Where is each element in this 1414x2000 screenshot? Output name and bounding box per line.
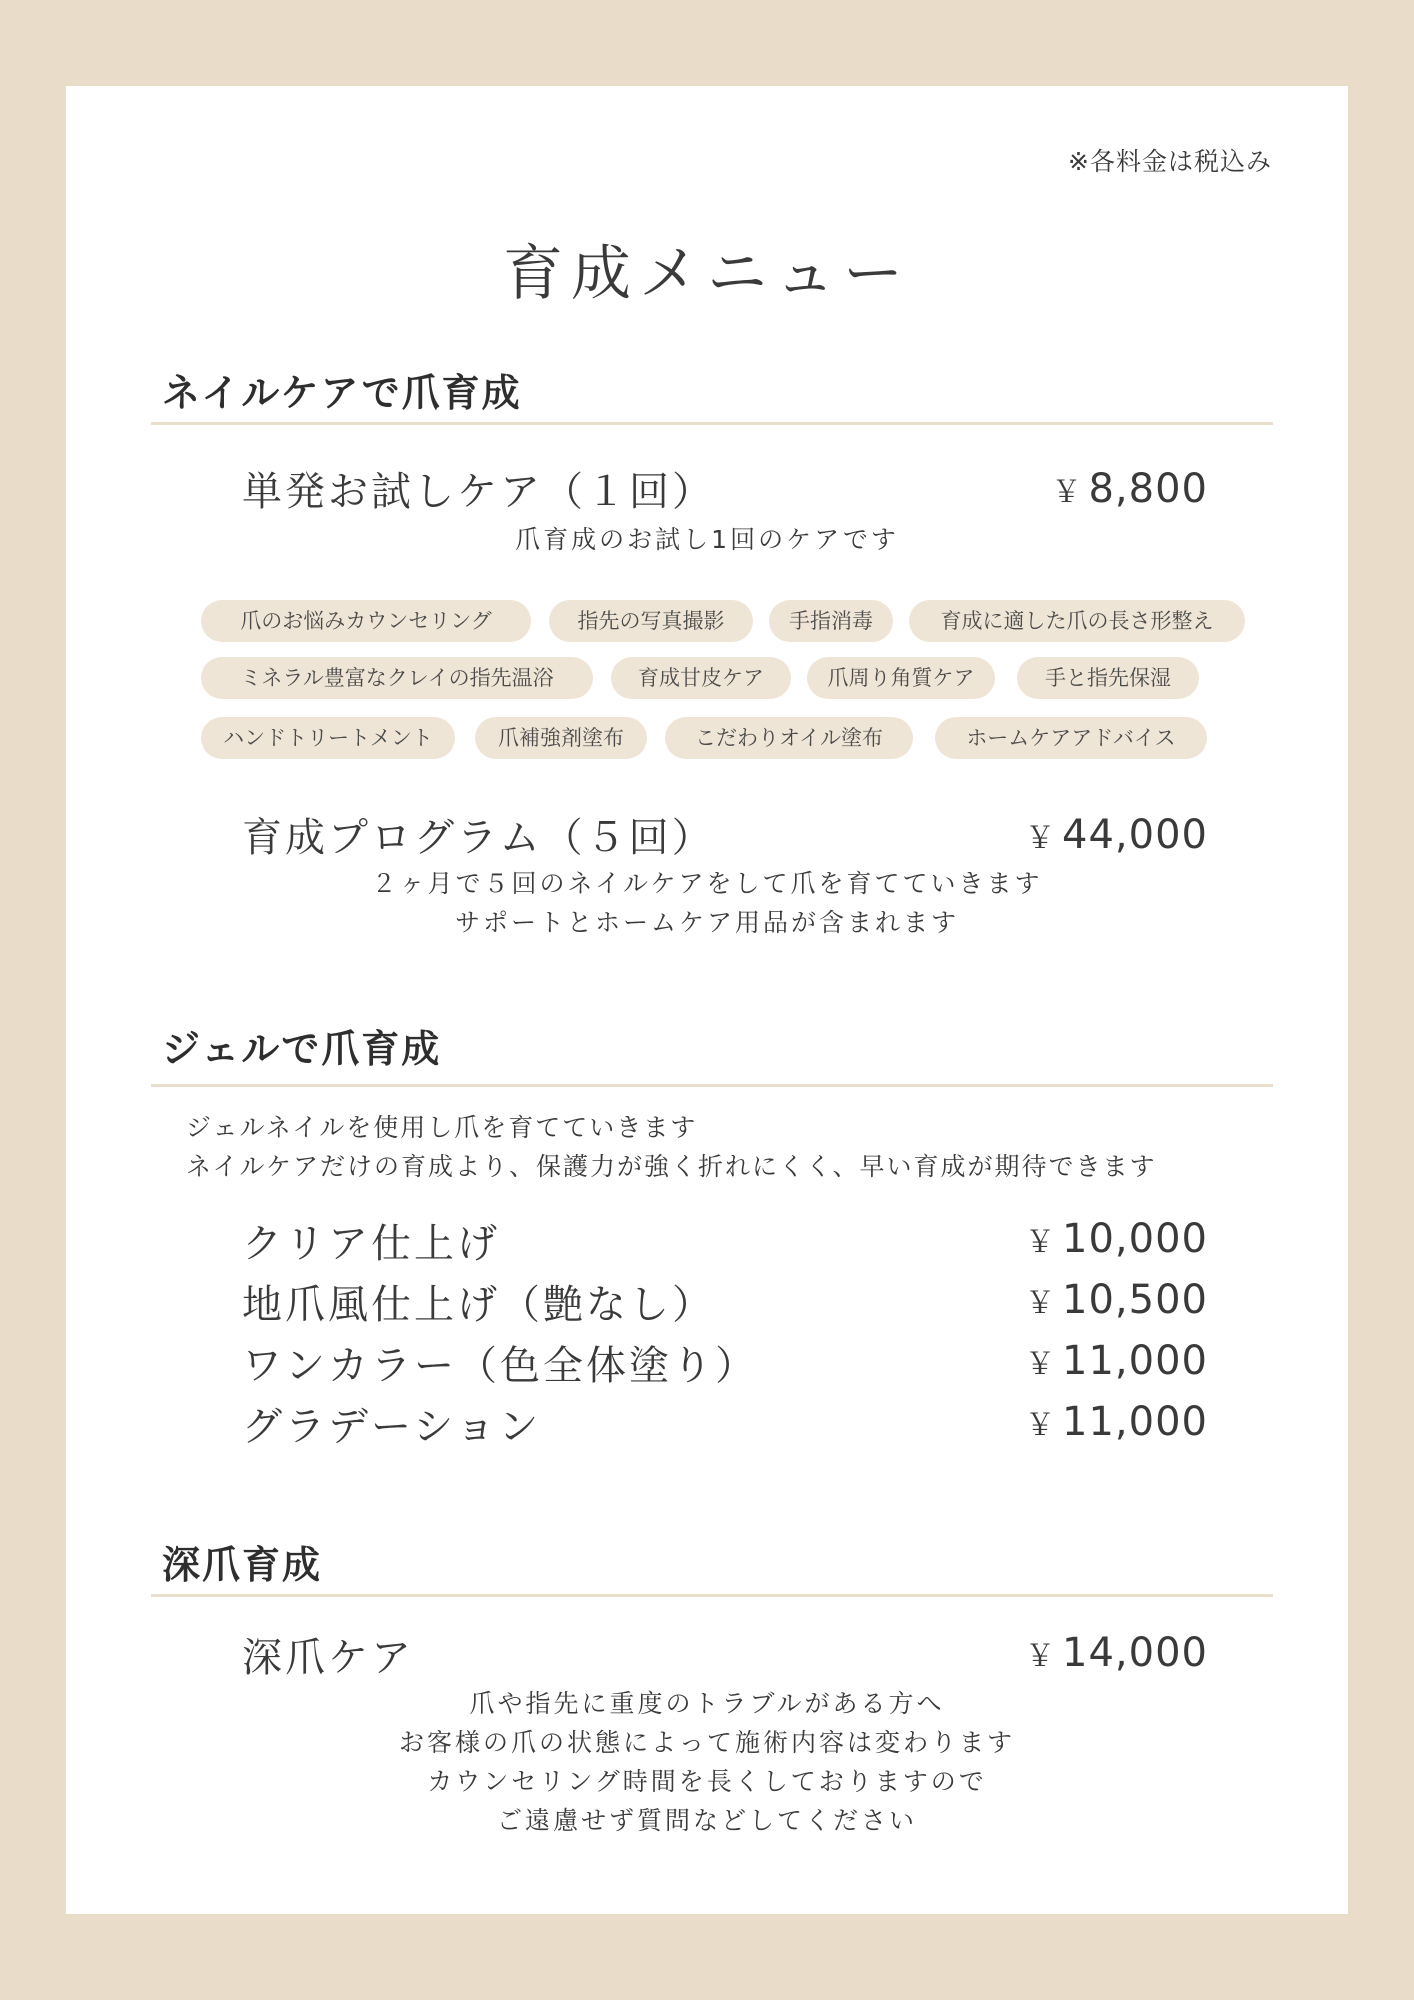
yen-symbol: ￥ — [1025, 1408, 1057, 1443]
service-tag: ホームケアアドバイス — [935, 717, 1207, 759]
price-value: 11,000 — [1062, 1399, 1208, 1445]
price-value: 10,000 — [1062, 1216, 1208, 1262]
section-divider — [151, 422, 1273, 425]
section-description-gel — [186, 1108, 1157, 1186]
service-tag: 指先の写真撮影 — [549, 600, 753, 642]
service-tag: ミネラル豊富なクレイの指先温浴 — [201, 657, 593, 699]
price-value: 14,000 — [1062, 1630, 1208, 1676]
yen-symbol: ￥ — [1025, 1225, 1057, 1260]
item-name-program: 育成プログラム（５回） — [242, 815, 715, 861]
service-tag: 育成に適した爪の長さ形整え — [909, 600, 1245, 642]
page-title: 育成メニュー — [503, 239, 911, 309]
price-value: 11,000 — [1062, 1338, 1208, 1384]
service-tag: 手指消毒 — [769, 600, 893, 642]
item-name-deep-nail-care: 深爪ケア — [242, 1635, 414, 1681]
item-name-natural: 地爪風仕上げ（艶なし） — [242, 1282, 715, 1328]
section-divider — [151, 1084, 1273, 1087]
item-name-clear: クリア仕上げ — [242, 1221, 500, 1267]
service-tag: 爪補強剤塗布 — [475, 717, 647, 759]
description-line: ネイルケアだけの育成より、保護力が強く折れにくく、早い育成が期待できます — [186, 1152, 1157, 1181]
section-title-gel: ジェルで爪育成 — [162, 1027, 442, 1071]
item-name-trial-care: 単発お試しケア（１回） — [242, 469, 715, 515]
yen-symbol: ￥ — [1025, 1286, 1057, 1321]
service-tag: 手と指先保湿 — [1017, 657, 1199, 699]
tax-note: ※各料金は税込み — [1068, 147, 1272, 176]
item-price-natural — [1025, 1277, 1208, 1323]
item-price-gradation — [1025, 1399, 1208, 1445]
section-title-deep-nail: 深爪育成 — [162, 1543, 323, 1587]
description-line: サポートとホームケア用品が含まれます — [454, 908, 959, 937]
item-price-program — [1025, 812, 1208, 858]
yen-symbol: ￥ — [1025, 1639, 1057, 1674]
price-value: 10,500 — [1062, 1277, 1208, 1323]
description-line: 爪や指先に重度のトラブルがある方へ — [469, 1689, 945, 1718]
description-line: お客様の爪の状態によって施術内容は変わります — [398, 1728, 1015, 1757]
description-line: ジェルネイルを使用し爪を育てていきます — [186, 1113, 698, 1142]
item-description-trial-care: 爪育成のお試し1回のケアです — [515, 525, 899, 554]
service-tag: 爪のお悩みカウンセリング — [201, 600, 531, 642]
description-line: カウンセリング時間を長くしておりますので — [427, 1767, 987, 1796]
yen-symbol: ￥ — [1025, 821, 1057, 856]
item-price-trial-care — [1051, 466, 1208, 512]
price-value: 8,800 — [1088, 466, 1208, 512]
item-description-deep-nail-care — [66, 1684, 1348, 1840]
item-description-program — [66, 864, 1348, 942]
service-tag: 爪周り角質ケア — [807, 657, 995, 699]
service-tag: ハンドトリートメント — [201, 717, 455, 759]
service-tag: 育成甘皮ケア — [611, 657, 791, 699]
item-price-deep-nail-care — [1025, 1630, 1208, 1676]
yen-symbol: ￥ — [1051, 475, 1083, 510]
section-title-nail-care: ネイルケアで爪育成 — [162, 371, 522, 415]
item-name-gradation: グラデーション — [242, 1404, 542, 1450]
menu-sheet — [66, 86, 1348, 1914]
item-price-clear — [1025, 1216, 1208, 1262]
yen-symbol: ￥ — [1025, 1347, 1057, 1382]
service-tag: こだわりオイル塗布 — [665, 717, 913, 759]
description-line: ２ヶ月で５回のネイルケアをして爪を育てていきます — [371, 869, 1043, 898]
item-price-one-color — [1025, 1338, 1208, 1384]
description-line: ご遠慮せず質問などしてください — [496, 1806, 917, 1835]
price-value: 44,000 — [1062, 812, 1208, 858]
section-divider — [151, 1594, 1273, 1597]
item-name-one-color: ワンカラー（色全体塗り） — [242, 1343, 758, 1389]
